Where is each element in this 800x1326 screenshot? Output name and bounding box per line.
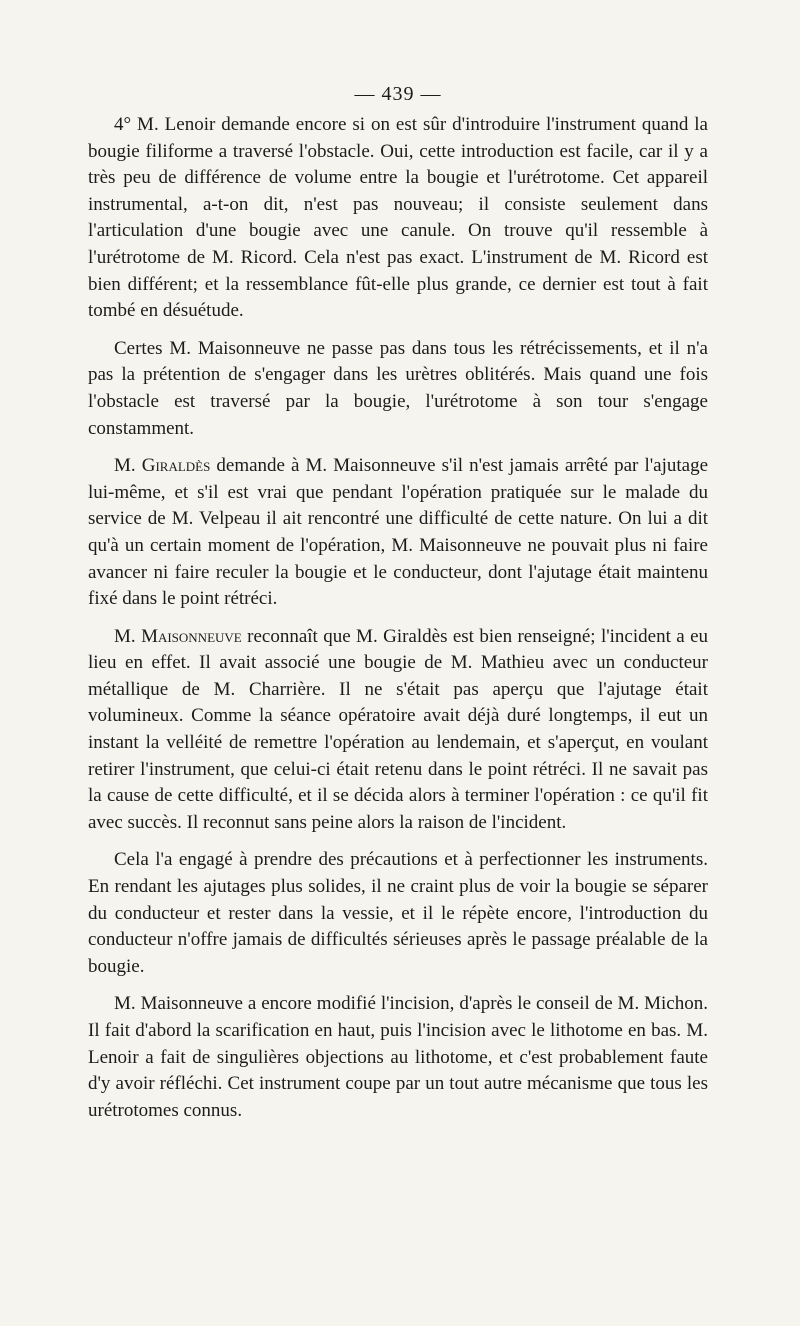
speaker-name-maisonneuve: Maisonneuve [141,625,242,647]
paragraph-2: Certes M. Maisonneuve ne passe pas dans tous les rétrécissements, et il n'a pas la prétention de s'engager dans les urètres oblitérés. Mais quand une fois l'obstacle est traversé par la bougie, l'urétrotome à son tour s'engage constamment. [88,337,708,439]
speaker-name-giraldes: Giraldès [141,455,211,477]
speaker-prefix: M. [114,625,136,647]
paragraph-1: 4° M. Lenoir demande encore si on est sûr d'introduire l'instrument quand la bougie filiforme a traversé l'obstacle. Oui, cette introduction est facile, car il y a très peu de différence de volume entre la bougie et l'urétrotome. Cet appareil instrumental, a-t-on dit, n'est pas nouveau; il consiste seulement dans l'articulation d'une bougie avec une canule. On trouve qu'il ressemble à l'urétrotome de M. Ricord. Cela n'est pas exact. L'instrument de M. Ricord est bien différent; et la ressemblance fût-elle plus grande, ce dernier est tout à fait tombé en désuétude. [88,114,708,322]
paragraph-4-body: reconnaît que M. Giraldès est bien renseigné; l'incident a eu lieu en effet. Il avait associé une bougie de M. Mathieu avec un conducteur métallique de M. Charrière. Il ne s'était pas aperçu que l'ajutage était volumineux. Comme la séance opératoire avait déjà duré longtemps, il eut un instant la velléité de remettre l'opération au lendemain, et s'aperçut, en voulant retirer l'instrument, que celui-ci était retenu dans le point rétréci. Il ne savait pas la cause de cette difficulté, et il se décida alors à terminer l'opération : ce qu'il fit avec succès. Il reconnut sans peine alors la raison de l'incident. [88,625,709,833]
paragraph-6: M. Maisonneuve a encore modifié l'incision, d'après le conseil de M. Michon. Il fait d'abord la scarification en haut, puis l'incision avec le lithotome en bas. M. Lenoir a fait de singulières objections au lithotome, et c'est probablement faute d'y avoir réfléchi. Cet instrument coupe par un tout autre mécanisme que tous les urétrotomes connus. [88,993,708,1121]
paragraph-5: Cela l'a engagé à prendre des précautions et à perfectionner les instruments. En rendant les ajutages plus solides, il ne craint plus de voir la bougie se séparer du conducteur et rester dans la vessie, et il le répète encore, l'introduction du conducteur n'offre jamais de difficultés sérieuses après le passage préalable de la bougie. [88,849,708,977]
paragraph-3 [88,453,708,613]
paragraph-4 [88,624,708,837]
speaker-prefix: M. [114,455,136,477]
paragraph-3-body: demande à M. Maisonneuve s'il n'est jamais arrêté par l'ajutage lui-même, et s'il est vrai que pendant l'opération pratiquée sur le malade du service de M. Velpeau il ait rencontré une difficulté de cette nature. On lui a dit qu'à un certain moment de l'opération, M. Maisonneuve ne pouvait plus ni faire avancer ni faire reculer la bougie et le conducteur, dont l'ajutage était maintenu fixé dans le point rétréci. [88,455,709,610]
page-number: — 439 — [354,83,442,105]
